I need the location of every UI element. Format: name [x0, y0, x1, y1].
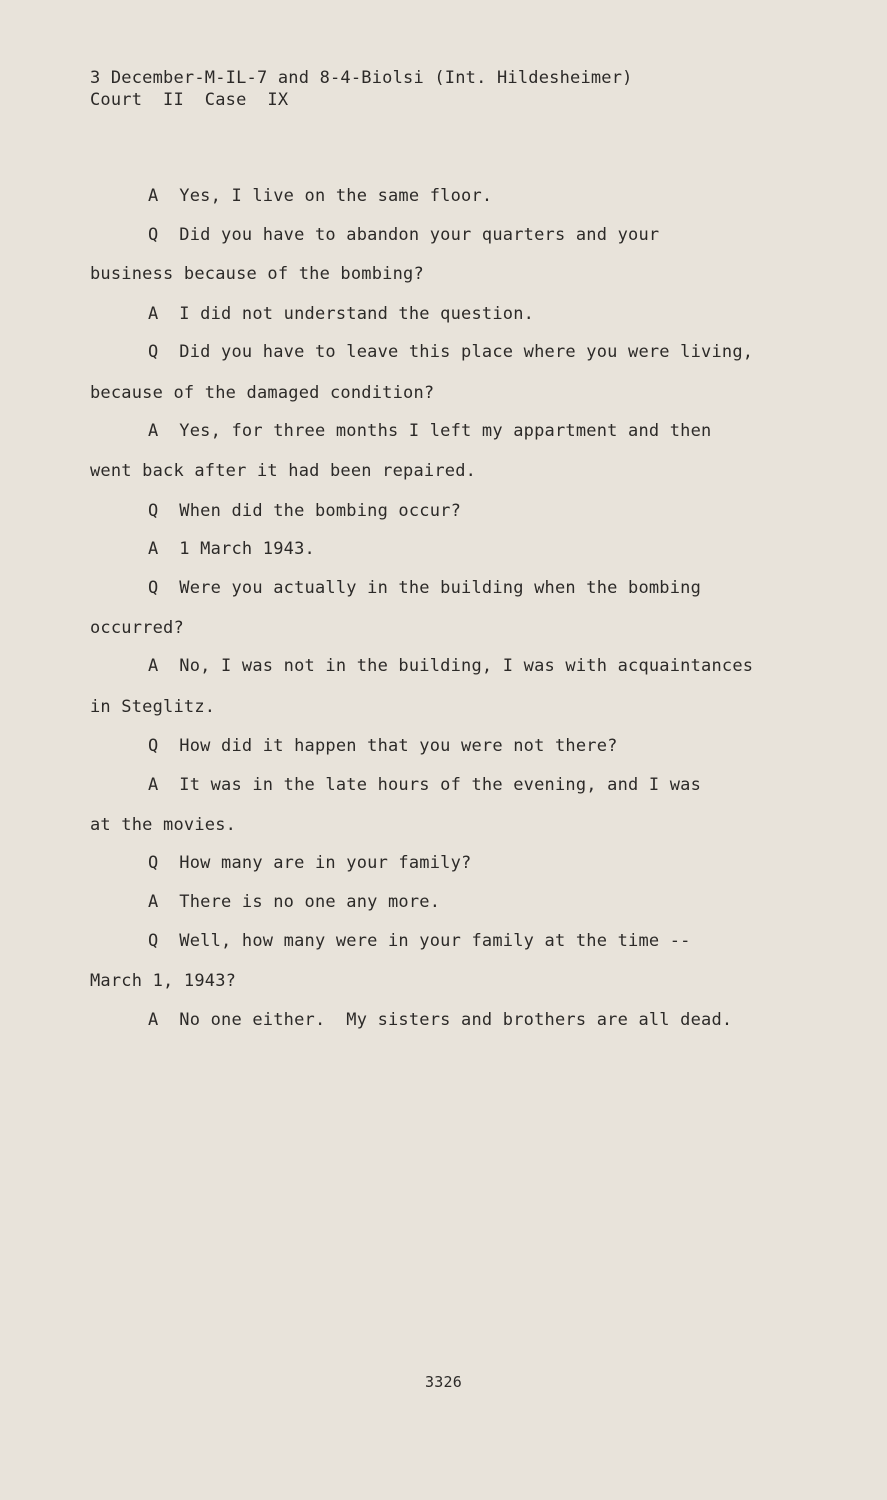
- transcript-line: Q Did you have to leave this place where you were living,: [148, 342, 754, 362]
- transcript-line: went back after it had been repaired.: [90, 461, 477, 481]
- transcript-line: A Yes, I live on the same floor.: [148, 186, 493, 206]
- transcript-line: A No, I was not in the building, I was with acquaintances: [148, 656, 754, 676]
- header-court-line: Court II Case IX: [90, 90, 289, 110]
- transcript-line: at the movies.: [90, 815, 237, 835]
- transcript-line: A 1 March 1943.: [148, 539, 315, 559]
- transcript-line: A Yes, for three months I left my appartment and then: [148, 421, 712, 441]
- transcript-line: Q When did the bombing occur?: [148, 501, 462, 521]
- transcript-line: Q Well, how many were in your family at the time --: [148, 931, 691, 951]
- transcript-line: Q How did it happen that you were not there?: [148, 736, 618, 756]
- transcript-line: business because of the bombing?: [90, 264, 424, 284]
- transcript-line: occurred?: [90, 618, 184, 638]
- transcript-line: in Steglitz.: [90, 697, 216, 717]
- page-number: 3326: [425, 1373, 462, 1391]
- transcript-line: A I did not understand the question.: [148, 304, 535, 324]
- transcript-line: March 1, 1943?: [90, 971, 237, 991]
- transcript-line: A It was in the late hours of the evening, and I was: [148, 775, 702, 795]
- transcript-line: Q Did you have to abandon your quarters and your: [148, 225, 660, 245]
- transcript-line: Q How many are in your family?: [148, 853, 472, 873]
- transcript-line: A There is no one any more.: [148, 892, 441, 912]
- transcript-line: Q Were you actually in the building when the bombing: [148, 578, 702, 598]
- header-case-line: 3 December-M-IL-7 and 8-4-Biolsi (Int. Hildesheimer): [90, 68, 633, 88]
- transcript-line: because of the damaged condition?: [90, 383, 435, 403]
- transcript-line: A No one either. My sisters and brothers are all dead.: [148, 1010, 733, 1030]
